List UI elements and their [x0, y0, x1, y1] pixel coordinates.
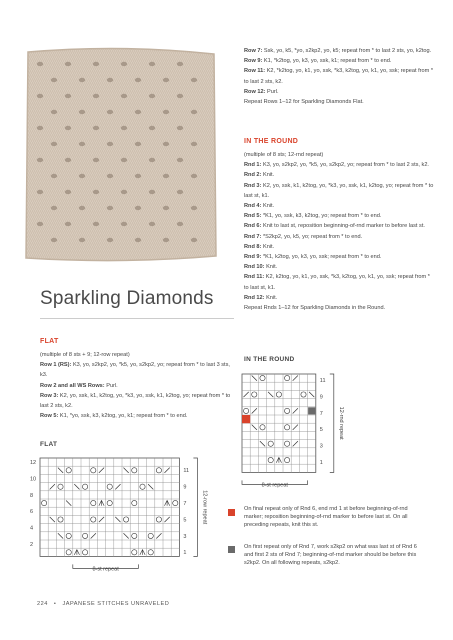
eyelet	[37, 126, 43, 130]
in-the-round-heading: IN THE ROUND	[244, 138, 299, 145]
eyelet	[37, 190, 43, 194]
eyelet	[163, 78, 169, 82]
eyelet	[107, 206, 113, 210]
eyelet	[107, 142, 113, 146]
itr-line-text: *K1, k2tog, yo, k3, yo, ssk; repeat from * to end.	[261, 254, 382, 261]
flat-chart-row-number-left: 12	[30, 460, 37, 466]
eyelet	[177, 94, 183, 98]
flat-chart-row-number-left: 4	[30, 525, 34, 532]
round-chart-row-number: 7	[319, 410, 323, 417]
itr-line-text: Knit.	[261, 203, 275, 210]
itr-line-label: Rnd 2:	[244, 172, 262, 179]
eyelet	[149, 94, 155, 98]
round-chart-row-number: 1	[319, 460, 323, 466]
rnd-repeat-bracket	[330, 374, 334, 472]
itr-line-text: *S2kp2, yo, k5, yo; repeat from * to end.	[261, 233, 363, 240]
marker-cell	[242, 415, 250, 423]
eyelet	[37, 222, 43, 226]
flat-chart-row-number-left: 2	[30, 542, 34, 548]
eyelet	[79, 174, 85, 178]
round-chart-label: IN THE ROUND	[244, 356, 295, 363]
eyelet	[163, 238, 169, 242]
s2kp2-symbol-icon	[228, 546, 235, 553]
eyelet	[177, 62, 183, 66]
eyelet	[135, 78, 141, 82]
itr-line	[244, 293, 434, 303]
eyelet	[93, 94, 99, 98]
flat-chart-row-number-right: 3	[183, 533, 187, 540]
itr-line-text: Repeat Rnds 1–12 for Sparkling Diamonds in the Round.	[244, 305, 386, 312]
eyelet	[51, 174, 57, 178]
eyelet	[51, 238, 57, 242]
itr-line-label: Rnd 8:	[244, 243, 262, 250]
rc-line-text: K1, *k2tog, yo, k3, yo, ssk, k1; repeat from * to end.	[262, 58, 392, 65]
itr-line-text: K3, yo, s2kp2, yo, *k5, yo, s2kp2, yo; repeat from * to last 2 sts, k2.	[261, 162, 429, 169]
flat-heading: FLAT	[40, 338, 59, 345]
flat-chart-row-number-right: 5	[183, 517, 187, 524]
eyelet	[191, 78, 197, 82]
footer-separator: •	[53, 601, 57, 607]
itr-line	[244, 242, 434, 252]
flat-chart-row-number-right: 9	[183, 484, 187, 491]
itr-line-text: K2, k2tog, yo, k1, yo, ssk, *k3, k2tog, yo, k1, yo, ssk; repeat from * to last st, k1.	[244, 274, 430, 291]
eyelet	[65, 94, 71, 98]
eyelet	[177, 158, 183, 162]
eyelet	[51, 206, 57, 210]
itr-line-text: Knit.	[264, 264, 278, 271]
itr-line-text: *K1, yo, ssk, k3, k2tog, yo; repeat from * to end.	[261, 213, 382, 220]
eyelet	[37, 94, 43, 98]
special-s2kp2-cell	[308, 407, 315, 414]
eyelet	[79, 142, 85, 146]
flat-chart-repeat-side-label: 12-row repeat	[201, 490, 208, 525]
itr-line-label: Rnd 3:	[244, 182, 262, 189]
page-title: Sparkling Diamonds	[40, 288, 214, 309]
eyelet	[191, 142, 197, 146]
flat-chart-row-number-left: 6	[30, 509, 34, 516]
round-chart-row-number: 9	[319, 394, 323, 401]
rc-line-text: Ssk, yo, k5, *yo, s2kp2, yo, k5; repeat from * to last 2 sts, yo, k2tog.	[262, 48, 432, 54]
itr-line	[244, 201, 434, 211]
itr-line	[244, 232, 434, 242]
eyelet	[191, 174, 197, 178]
right-column-text	[244, 46, 434, 107]
rc-line	[244, 87, 434, 97]
eyelet	[149, 222, 155, 226]
flat-line	[40, 360, 235, 380]
flat-chart-row-number-left: 10	[30, 476, 37, 483]
flat-line-label: Row 3:	[40, 392, 59, 399]
eyelet	[107, 174, 113, 178]
in-the-round-intro: (multiple of 8 sts; 12-rnd repeat)	[244, 152, 324, 158]
eyelet	[135, 206, 141, 210]
eyelet	[79, 206, 85, 210]
eyelet	[93, 222, 99, 226]
eyelet	[121, 190, 127, 194]
flat-line-text: Purl.	[104, 382, 118, 389]
rc-line-text: Repeat Rows 1–12 for Sparkling Diamonds Flat.	[244, 99, 364, 106]
eyelet	[93, 190, 99, 194]
flat-line-label: Row 5:	[40, 413, 59, 420]
eyelet	[149, 126, 155, 130]
knitted-swatch-image	[16, 42, 226, 270]
eyelet	[163, 110, 169, 114]
eyelet	[93, 126, 99, 130]
itr-line-label: Rnd 10:	[244, 264, 265, 271]
itr-line	[244, 272, 434, 292]
eyelet	[93, 158, 99, 162]
eyelet	[149, 158, 155, 162]
flat-chart-repeat-bottom-label: 8-st repeat	[92, 566, 119, 573]
rc-line-label: Row 12:	[244, 88, 266, 95]
round-chart-row-number: 5	[319, 427, 323, 434]
eyelet	[177, 190, 183, 194]
itr-line	[244, 252, 434, 262]
round-chart-row-number: 3	[319, 443, 323, 450]
eyelet	[163, 206, 169, 210]
eyelet	[65, 62, 71, 66]
rc-line-label: Row 11:	[244, 68, 266, 75]
flat-chart-row-number-left: 8	[30, 492, 34, 499]
eyelet	[191, 206, 197, 210]
itr-line	[244, 221, 434, 231]
legend-gray-text: On first repeat only of Rnd 7, work s2kp2 on what was last st of Rnd 6 and first 2 sts of Rnd 7; beginning-of-rnd marker should be before this s2kp2. On all following repeats, s2kp2.	[244, 544, 417, 567]
eyelet	[121, 158, 127, 162]
in-the-round-instructions	[244, 150, 434, 313]
flat-chart-row-number-right: 11	[183, 468, 190, 475]
rc-line	[244, 56, 434, 66]
eyelet	[121, 126, 127, 130]
itr-line-label: Rnd 9:	[244, 254, 262, 261]
eyelet	[177, 222, 183, 226]
flat-line-text: K1, *yo, ssk, k3, k2tog, yo, k1; repeat from * to end.	[58, 413, 188, 420]
eyelet	[135, 238, 141, 242]
round-chart-repeat-side-label: 12-rnd repeat	[337, 406, 344, 440]
itr-line-text: Knit.	[261, 172, 275, 179]
itr-line	[244, 160, 434, 170]
itr-line-label: Rnd 7:	[244, 233, 262, 240]
round-chart	[240, 372, 350, 502]
eyelet	[79, 78, 85, 82]
red-square-icon	[228, 509, 235, 516]
itr-line-label: Rnd 5:	[244, 213, 262, 220]
round-chart-row-number: 11	[319, 378, 326, 384]
rc-line	[244, 66, 434, 86]
rc-line-label: Row 7:	[244, 48, 263, 54]
flat-line	[40, 411, 235, 421]
eyelet	[65, 222, 71, 226]
rc-line	[244, 46, 434, 56]
eyelet	[65, 158, 71, 162]
eyelet	[65, 190, 71, 194]
itr-line	[244, 262, 434, 272]
flat-line-text: K3, yo, s2kp2, yo, *k5, yo, s2kp2, yo; repeat from * to last 3 sts, k3.	[40, 362, 230, 379]
title-rule	[40, 318, 234, 319]
eyelet	[121, 222, 127, 226]
eyelet	[51, 110, 57, 114]
itr-line-text: K2, yo, ssk, k1, k2tog, yo, *k3, yo, ssk, k1, k2tog, yo; repeat from * to last st, k1.	[244, 182, 434, 199]
itr-line	[244, 181, 434, 201]
flat-line-text: K2, yo, ssk, k1, k2tog, yo, *k3, yo, ssk, k1, k2tog, yo; repeat from * to last 2 sts, k2.	[40, 392, 231, 410]
eyelet	[79, 110, 85, 114]
book-title: JAPANESE STITCHES UNRAVELED	[62, 601, 170, 607]
row-repeat-bracket	[193, 458, 197, 556]
round-chart-repeat-bottom-label: 8-st repeat	[261, 482, 288, 489]
eyelet	[149, 62, 155, 66]
itr-line	[244, 303, 434, 313]
itr-line-text: Knit.	[264, 294, 278, 301]
itr-line-label: Rnd 11:	[244, 274, 265, 281]
eyelet	[37, 62, 43, 66]
eyelet	[121, 62, 127, 66]
eyelet	[191, 238, 197, 242]
eyelet	[149, 190, 155, 194]
eyelet	[191, 110, 197, 114]
flat-intro: (multiple of 8 sts + 9; 12-row repeat)	[40, 352, 130, 358]
eyelet	[135, 142, 141, 146]
eyelet	[107, 110, 113, 114]
page-footer	[37, 601, 169, 607]
eyelet	[135, 174, 141, 178]
flat-chart	[26, 456, 226, 586]
eyelet	[121, 94, 127, 98]
eyelet	[51, 142, 57, 146]
legend-red-text: On final repeat only of Rnd 6, end rnd 1 st before beginning-of-rnd marker; reposition beginning-of-rnd marker to before last st. On all preceding repeats, knit this st.	[244, 506, 408, 529]
flat-instructions	[40, 350, 235, 421]
rc-line-text: Purl.	[265, 88, 279, 95]
eyelet	[37, 158, 43, 162]
rc-line	[244, 97, 434, 107]
eyelet	[177, 126, 183, 130]
eyelet	[65, 126, 71, 130]
flat-chart-label: FLAT	[40, 441, 58, 448]
eyelet	[79, 238, 85, 242]
itr-line-label: Rnd 4:	[244, 203, 262, 210]
eyelet	[107, 78, 113, 82]
flat-line	[40, 391, 235, 411]
flat-line-label: Row 1 (RS):	[40, 362, 72, 369]
eyelet	[163, 142, 169, 146]
itr-line	[244, 170, 434, 180]
flat-chart-row-number-right: 1	[183, 550, 187, 557]
eyelet	[51, 78, 57, 82]
rc-line-text: K2, *k2tog, yo, k1, yo, ssk, *k3, k2tog, yo, k1, yo, ssk; repeat from * to last 2 sts, k2.	[244, 68, 434, 85]
flat-line-label: Row 2 and all WS Rows:	[40, 382, 105, 389]
flat-chart-row-number-right: 7	[183, 501, 187, 507]
eyelet	[135, 110, 141, 114]
eyelet	[93, 62, 99, 66]
rc-line-label: Row 9:	[244, 58, 263, 65]
swatch-photo	[16, 42, 226, 270]
itr-line-label: Rnd 6:	[244, 223, 262, 230]
page-number: 224	[37, 601, 48, 607]
itr-line	[244, 211, 434, 221]
eyelet	[107, 238, 113, 242]
itr-line-label: Rnd 12:	[244, 294, 265, 301]
flat-line	[40, 381, 235, 391]
itr-line-text: Knit to last st, reposition beginning-of-rnd marker to before last st.	[261, 223, 425, 230]
eyelet	[163, 174, 169, 178]
itr-line-label: Rnd 1:	[244, 162, 262, 169]
itr-line-text: Knit.	[261, 243, 275, 250]
